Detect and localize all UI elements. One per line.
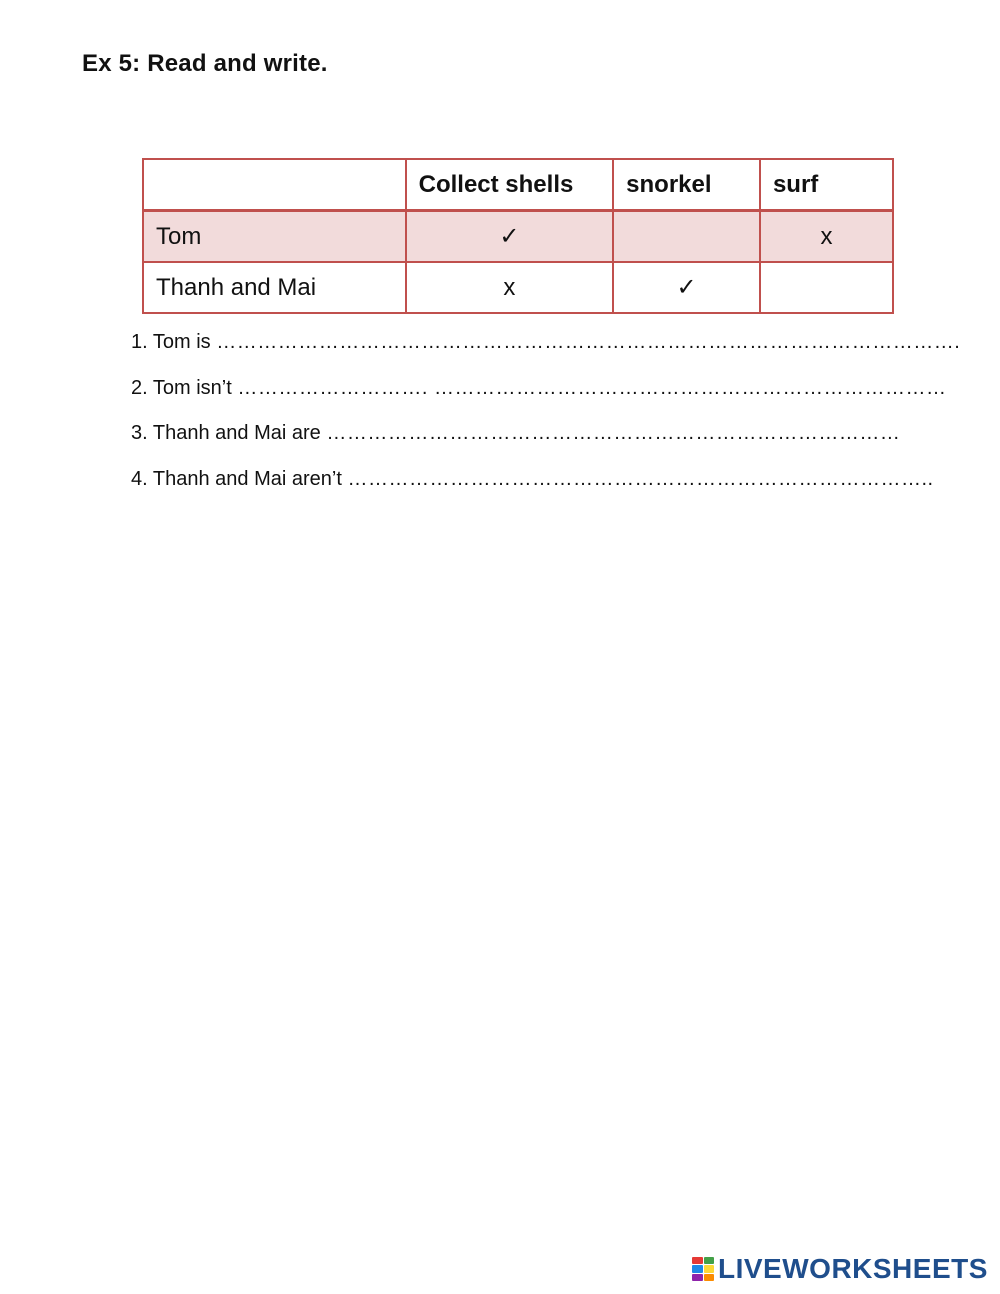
liveworksheets-logo	[692, 1254, 988, 1284]
question-item	[131, 465, 934, 511]
row-name: Tom	[143, 211, 406, 263]
header-cell-empty	[143, 159, 406, 211]
cell-collect-shells: ✓	[406, 211, 614, 263]
question-item	[131, 374, 947, 420]
header-collect-shells: Collect shells	[406, 159, 614, 211]
table-row	[143, 211, 893, 263]
question-prompt: 3. Thanh and Mai are	[131, 422, 327, 444]
header-surf: surf	[760, 159, 893, 211]
row-name: Thanh and Mai	[143, 262, 406, 313]
table-row	[143, 262, 893, 313]
liveworksheets-logo-icon	[692, 1257, 714, 1281]
answer-blank[interactable]: …………………………………………………………………………	[326, 422, 901, 444]
exercise-title: Ex 5: Read and write.	[82, 50, 328, 77]
table-header-row	[143, 159, 893, 211]
cell-surf: x	[760, 211, 893, 263]
question-prompt: 1. Tom is	[131, 331, 217, 353]
question-list	[131, 328, 961, 510]
cell-snorkel: ✓	[613, 262, 760, 313]
header-snorkel: snorkel	[613, 159, 760, 211]
cell-collect-shells: x	[406, 262, 614, 313]
answer-blank[interactable]: ……………………………………………………………………………………………….	[216, 331, 961, 353]
logo-text: LIVEWORKSHEETS	[718, 1253, 988, 1284]
question-item	[131, 328, 961, 374]
question-prompt: 4. Thanh and Mai aren’t	[131, 467, 348, 490]
question-prompt: 2. Tom isn’t	[131, 376, 238, 399]
answer-blank[interactable]: ………………………. …………………………………………………………………	[237, 376, 947, 399]
cell-surf	[760, 262, 893, 313]
answer-blank[interactable]: …………………………………………………………………………..	[347, 467, 934, 490]
question-item	[131, 419, 931, 465]
activity-table	[142, 158, 894, 314]
cell-snorkel	[613, 211, 760, 263]
